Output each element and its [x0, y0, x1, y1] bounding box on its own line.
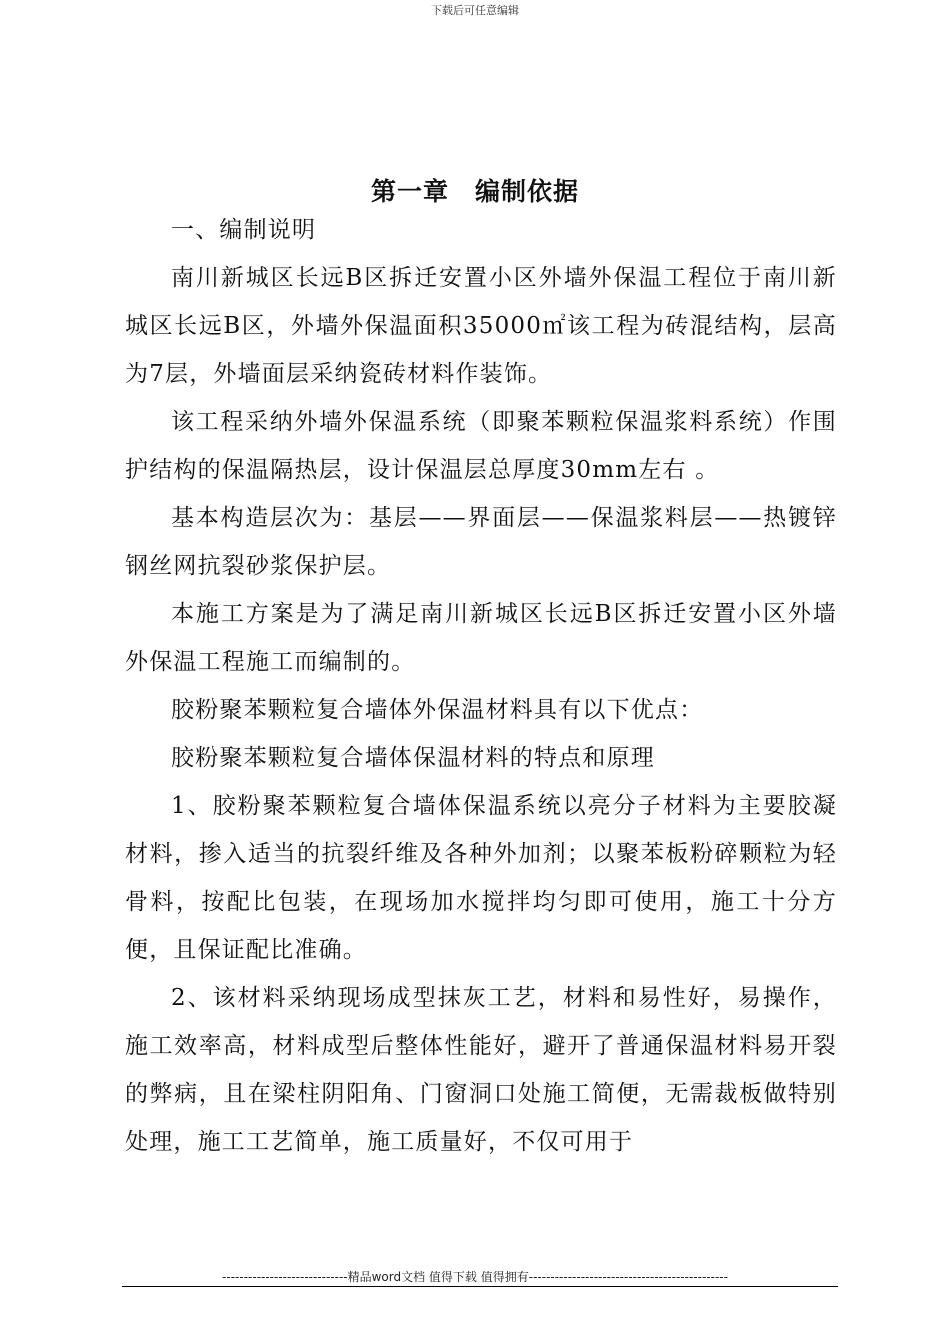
document-body [125, 206, 837, 1166]
paragraph: 基本构造层次为：基层——界面层——保温浆料层——热镀锌钢丝网抗裂砂浆保护层。 [125, 505, 837, 579]
section-heading: 一、编制说明 [171, 217, 317, 243]
paragraph: 南川新城区长远B区拆迁安置小区外墙外保温工程位于南川新城区长远B区，外墙外保温面积35000㎡该工程为砖混结构，层高为7层，外墙面层采纳瓷砖材料作装饰。 [125, 265, 837, 387]
footer-text: -----------------------------精品word文档 值得下载 值得拥有---------------------------------------------- [222, 1270, 728, 1284]
footer-divider [122, 1286, 838, 1287]
paragraph: 该工程采纳外墙外保温系统（即聚苯颗粒保温浆料系统）作围护结构的保温隔热层，设计保温层总厚度30mm左右 。 [125, 409, 837, 483]
chapter-title: 第一章 编制依据 [370, 177, 579, 206]
paragraph: 胶粉聚苯颗粒复合墙体外保温材料具有以下优点： [171, 697, 704, 723]
paragraph: 胶粉聚苯颗粒复合墙体保温材料的特点和原理 [171, 745, 655, 771]
header-note: 下载后可任意编辑 [431, 4, 519, 17]
paragraph: 1、胶粉聚苯颗粒复合墙体保温系统以亮分子材料为主要胶凝材料，掺入适当的抗裂纤维及各种外加剂；以聚苯板粉碎颗粒为轻骨料，按配比包装，在现场加水搅拌均匀即可使用，施工十分方便，且保证配比准确。 [125, 793, 837, 963]
paragraph: 2、该材料采纳现场成型抹灰工艺，材料和易性好，易操作，施工效率高，材料成型后整体性能好，避开了普通保温材料易开裂的弊病，且在梁柱阴阳角、门窗洞口处施工简便，无需裁板做特别处理，施工工艺简单，施工质量好，不仅可用于 [125, 985, 837, 1155]
paragraph: 本施工方案是为了满足南川新城区长远B区拆迁安置小区外墙外保温工程施工而编制的。 [125, 601, 837, 675]
